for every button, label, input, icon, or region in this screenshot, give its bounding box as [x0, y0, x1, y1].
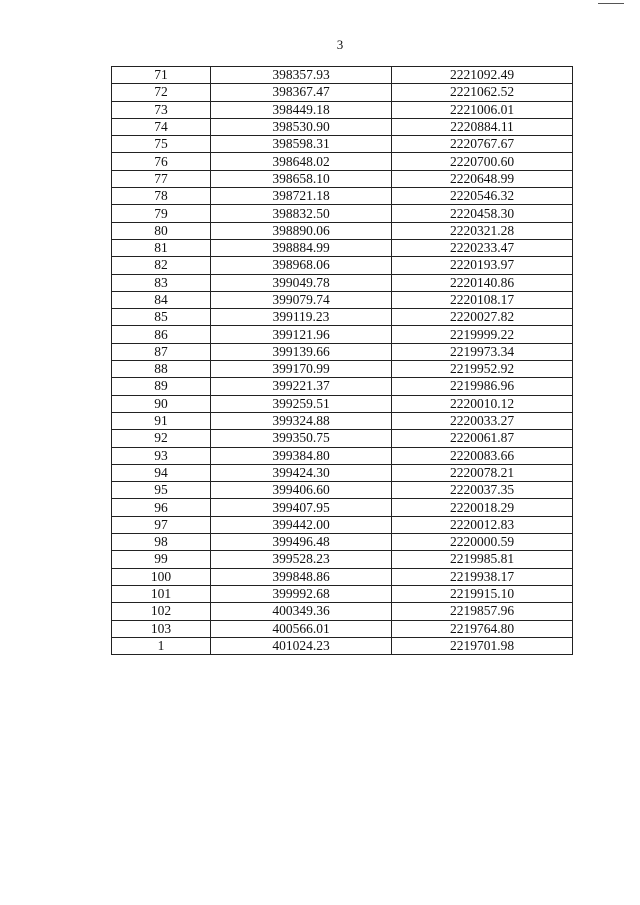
point-number-cell: 94	[112, 464, 211, 481]
x-coordinate-cell: 399221.37	[211, 378, 392, 395]
point-number-cell: 78	[112, 188, 211, 205]
x-coordinate-cell: 400566.01	[211, 620, 392, 637]
x-coordinate-cell: 399350.75	[211, 430, 392, 447]
point-number-cell: 98	[112, 534, 211, 551]
coordinates-table-body	[112, 67, 573, 655]
point-number-cell: 79	[112, 205, 211, 222]
point-number-cell: 86	[112, 326, 211, 343]
y-coordinate-cell: 2220027.82	[392, 309, 573, 326]
x-coordinate-cell: 399119.23	[211, 309, 392, 326]
table-row	[112, 551, 573, 568]
y-coordinate-cell: 2220140.86	[392, 274, 573, 291]
y-coordinate-cell: 2220000.59	[392, 534, 573, 551]
point-number-cell: 97	[112, 516, 211, 533]
point-number-cell: 88	[112, 361, 211, 378]
table-row	[112, 274, 573, 291]
point-number-cell: 76	[112, 153, 211, 170]
x-coordinate-cell: 398884.99	[211, 239, 392, 256]
table-row	[112, 499, 573, 516]
y-coordinate-cell: 2219952.92	[392, 361, 573, 378]
x-coordinate-cell: 399406.60	[211, 482, 392, 499]
y-coordinate-cell: 2220648.99	[392, 170, 573, 187]
x-coordinate-cell: 398658.10	[211, 170, 392, 187]
table-row	[112, 534, 573, 551]
x-coordinate-cell: 398449.18	[211, 101, 392, 118]
table-row	[112, 603, 573, 620]
y-coordinate-cell: 2220012.83	[392, 516, 573, 533]
table-row	[112, 326, 573, 343]
point-number-cell: 75	[112, 136, 211, 153]
y-coordinate-cell: 2220321.28	[392, 222, 573, 239]
x-coordinate-cell: 399992.68	[211, 585, 392, 602]
table-row	[112, 136, 573, 153]
y-coordinate-cell: 2220233.47	[392, 239, 573, 256]
table-row	[112, 188, 573, 205]
table-row	[112, 378, 573, 395]
table-row	[112, 153, 573, 170]
point-number-cell: 72	[112, 84, 211, 101]
table-row	[112, 395, 573, 412]
x-coordinate-cell: 399407.95	[211, 499, 392, 516]
table-row	[112, 67, 573, 84]
point-number-cell: 81	[112, 239, 211, 256]
y-coordinate-cell: 2220108.17	[392, 291, 573, 308]
point-number-cell: 101	[112, 585, 211, 602]
y-coordinate-cell: 2220083.66	[392, 447, 573, 464]
y-coordinate-cell: 2220033.27	[392, 412, 573, 429]
y-coordinate-cell: 2220884.11	[392, 118, 573, 135]
point-number-cell: 85	[112, 309, 211, 326]
y-coordinate-cell: 2220061.87	[392, 430, 573, 447]
table-row	[112, 568, 573, 585]
table-row	[112, 447, 573, 464]
y-coordinate-cell: 2220018.29	[392, 499, 573, 516]
y-coordinate-cell: 2219985.81	[392, 551, 573, 568]
x-coordinate-cell: 399384.80	[211, 447, 392, 464]
x-coordinate-cell: 399139.66	[211, 343, 392, 360]
corner-line-mark	[598, 3, 624, 4]
point-number-cell: 74	[112, 118, 211, 135]
table-row	[112, 482, 573, 499]
y-coordinate-cell: 2220458.30	[392, 205, 573, 222]
y-coordinate-cell: 2219857.96	[392, 603, 573, 620]
x-coordinate-cell: 399259.51	[211, 395, 392, 412]
y-coordinate-cell: 2221006.01	[392, 101, 573, 118]
point-number-cell: 87	[112, 343, 211, 360]
point-number-cell: 80	[112, 222, 211, 239]
table-row	[112, 101, 573, 118]
table-row	[112, 585, 573, 602]
point-number-cell: 103	[112, 620, 211, 637]
point-number-cell: 102	[112, 603, 211, 620]
table-row	[112, 412, 573, 429]
point-number-cell: 84	[112, 291, 211, 308]
y-coordinate-cell: 2219938.17	[392, 568, 573, 585]
table-row	[112, 637, 573, 654]
table-row	[112, 291, 573, 308]
x-coordinate-cell: 399121.96	[211, 326, 392, 343]
table-row	[112, 620, 573, 637]
point-number-cell: 73	[112, 101, 211, 118]
x-coordinate-cell: 399049.78	[211, 274, 392, 291]
x-coordinate-cell: 399528.23	[211, 551, 392, 568]
y-coordinate-cell: 2220010.12	[392, 395, 573, 412]
y-coordinate-cell: 2220037.35	[392, 482, 573, 499]
y-coordinate-cell: 2220700.60	[392, 153, 573, 170]
point-number-cell: 99	[112, 551, 211, 568]
table-row	[112, 118, 573, 135]
point-number-cell: 89	[112, 378, 211, 395]
table-row	[112, 309, 573, 326]
x-coordinate-cell: 398367.47	[211, 84, 392, 101]
table-row	[112, 516, 573, 533]
x-coordinate-cell: 399324.88	[211, 412, 392, 429]
y-coordinate-cell: 2219764.80	[392, 620, 573, 637]
y-coordinate-cell: 2219973.34	[392, 343, 573, 360]
x-coordinate-cell: 401024.23	[211, 637, 392, 654]
point-number-cell: 95	[112, 482, 211, 499]
y-coordinate-cell: 2220546.32	[392, 188, 573, 205]
point-number-cell: 82	[112, 257, 211, 274]
x-coordinate-cell: 398832.50	[211, 205, 392, 222]
x-coordinate-cell: 399442.00	[211, 516, 392, 533]
point-number-cell: 92	[112, 430, 211, 447]
point-number-cell: 1	[112, 637, 211, 654]
y-coordinate-cell: 2221092.49	[392, 67, 573, 84]
y-coordinate-cell: 2221062.52	[392, 84, 573, 101]
table-row	[112, 361, 573, 378]
y-coordinate-cell: 2219915.10	[392, 585, 573, 602]
y-coordinate-cell: 2219701.98	[392, 637, 573, 654]
table-row	[112, 239, 573, 256]
point-number-cell: 93	[112, 447, 211, 464]
point-number-cell: 90	[112, 395, 211, 412]
point-number-cell: 91	[112, 412, 211, 429]
table-row	[112, 222, 573, 239]
y-coordinate-cell: 2220767.67	[392, 136, 573, 153]
point-number-cell: 83	[112, 274, 211, 291]
x-coordinate-cell: 398357.93	[211, 67, 392, 84]
coordinates-table	[111, 66, 573, 655]
y-coordinate-cell: 2220078.21	[392, 464, 573, 481]
x-coordinate-cell: 398648.02	[211, 153, 392, 170]
table-row	[112, 257, 573, 274]
table-row	[112, 205, 573, 222]
x-coordinate-cell: 400349.36	[211, 603, 392, 620]
x-coordinate-cell: 399170.99	[211, 361, 392, 378]
page-number: 3	[336, 37, 344, 52]
table-row	[112, 170, 573, 187]
x-coordinate-cell: 399079.74	[211, 291, 392, 308]
table-row	[112, 430, 573, 447]
y-coordinate-cell: 2219986.96	[392, 378, 573, 395]
y-coordinate-cell: 2220193.97	[392, 257, 573, 274]
x-coordinate-cell: 398721.18	[211, 188, 392, 205]
point-number-cell: 100	[112, 568, 211, 585]
table-row	[112, 343, 573, 360]
x-coordinate-cell: 398598.31	[211, 136, 392, 153]
table-row	[112, 84, 573, 101]
point-number-cell: 77	[112, 170, 211, 187]
y-coordinate-cell: 2219999.22	[392, 326, 573, 343]
x-coordinate-cell: 398890.06	[211, 222, 392, 239]
point-number-cell: 71	[112, 67, 211, 84]
point-number-cell: 96	[112, 499, 211, 516]
x-coordinate-cell: 399848.86	[211, 568, 392, 585]
x-coordinate-cell: 399496.48	[211, 534, 392, 551]
x-coordinate-cell: 399424.30	[211, 464, 392, 481]
table-row	[112, 464, 573, 481]
x-coordinate-cell: 398530.90	[211, 118, 392, 135]
x-coordinate-cell: 398968.06	[211, 257, 392, 274]
